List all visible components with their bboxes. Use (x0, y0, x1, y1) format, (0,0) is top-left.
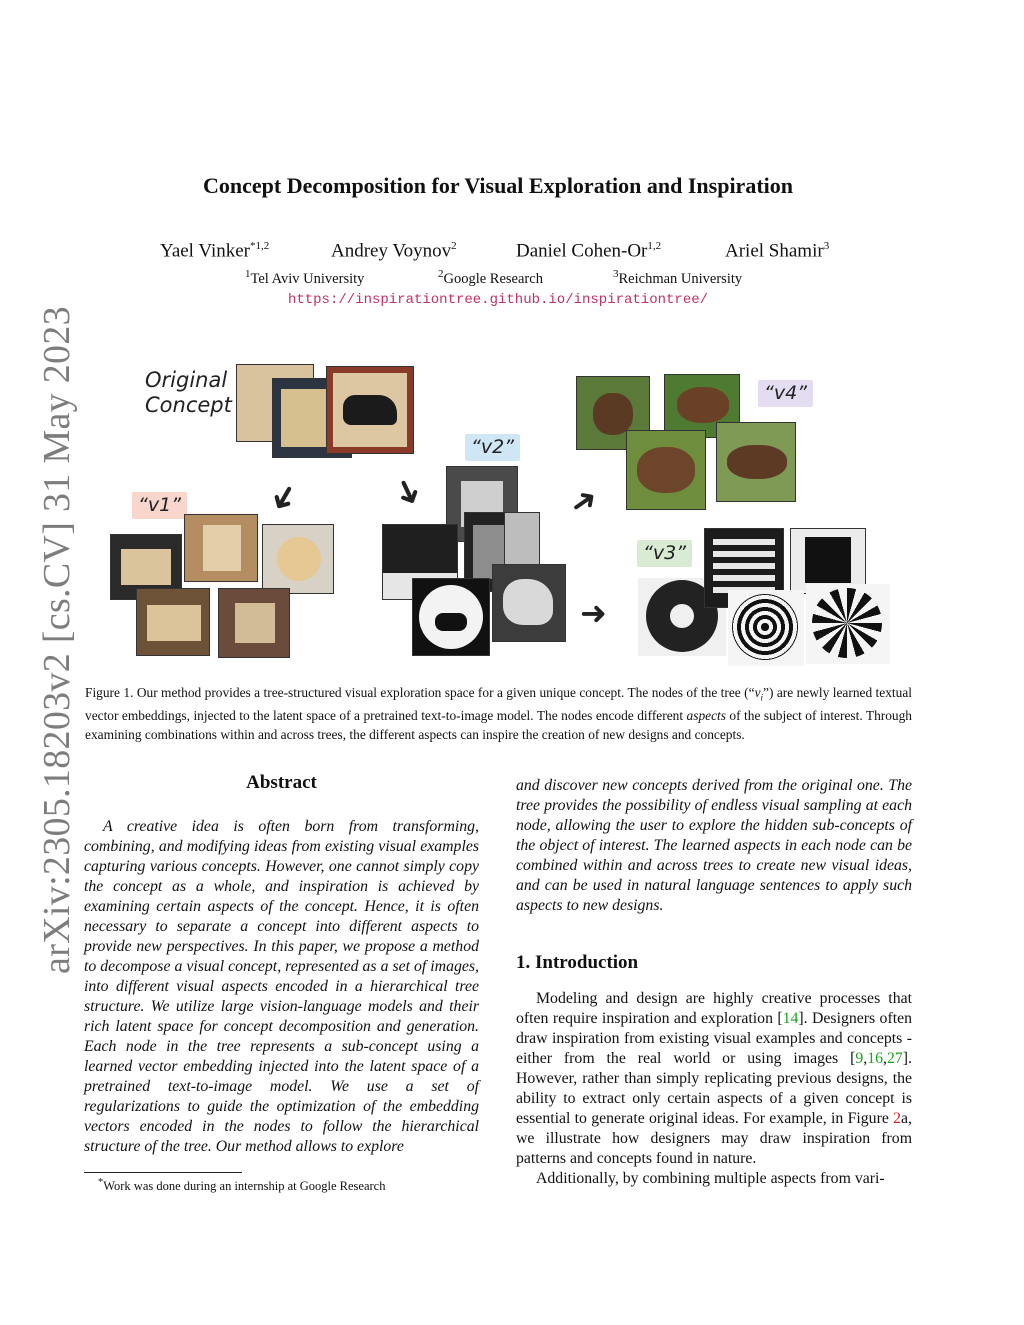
author-4: Ariel Shamir$^3$ (725, 240, 830, 262)
right-column (516, 776, 912, 1189)
introduction-heading: 1. Introduction (516, 952, 639, 973)
affiliation-2: $^2$Google Research (438, 268, 543, 287)
original-concept-label: Original Concept (145, 368, 232, 418)
author-2: Andrey Voynov$^2$ (331, 240, 457, 262)
citation-14-link[interactable]: 14 (782, 1010, 799, 1027)
figure-1 (100, 352, 920, 667)
v4-image-4 (716, 422, 796, 502)
arrow-to-v3-icon: ➜ (580, 595, 607, 631)
v3-image-4 (728, 590, 804, 666)
left-column (84, 773, 479, 1157)
v4-tag: “v4” (758, 380, 813, 407)
v3-tag: “v3” (637, 540, 692, 567)
v1-image-4 (136, 588, 210, 656)
v2-image-5 (412, 578, 490, 656)
citation-9-link[interactable]: 9 (855, 1050, 864, 1067)
v1-image-2 (184, 514, 258, 582)
arrow-to-v1-icon: ➜ (260, 476, 307, 520)
v1-image-3 (262, 524, 334, 594)
arxiv-side-label: arXiv:2305.18203v2 [cs.CV] 31 May 2023 (36, 306, 78, 974)
abstract-heading: Abstract (246, 772, 317, 793)
original-image-3 (326, 366, 414, 454)
abstract-continuation: and discover new concepts derived from the original one. The tree provides the possibility of endless visual sampling at each node, allowing the user to explore the hidden sub-concepts of the object of interest. The learned aspects in each node can be combined within and across trees to create new visual ideas, and can be used in natural language sentences to apply such aspects to new designs. (516, 777, 912, 914)
footnote-divider (84, 1172, 242, 1173)
citation-27-link[interactable]: 27 (886, 1050, 903, 1067)
figure-2-link[interactable]: 2 (893, 1110, 902, 1127)
author-1: Yael Vinker$^{*1,2}$ (160, 240, 270, 262)
arrow-to-v2-icon: ➜ (385, 471, 431, 513)
v1-tag: “v1” (132, 492, 187, 519)
project-url-link[interactable]: https://inspirationtree.github.io/inspirationtree/ (287, 292, 709, 308)
intro-paragraph-1: Modeling and design are highly creative processes that often require inspiration and exploration [14]. Designers often draw inspiration from existing visual examples and concepts - either from the real world or using images [9,16,27]. However, rather than simply replicating previous designs, the ability to extract only certain aspects of a given concept is essential to generate original ideas. For example, in Figure 2a, we illustrate how designers may draw inspiration from patterns and concepts found in nature. (516, 990, 912, 1167)
author-3: Daniel Cohen-Or$^{1,2}$ (516, 240, 662, 262)
intro-paragraph-2: Additionally, by combining multiple aspects from vari- (536, 1170, 885, 1187)
arrow-to-v4-icon: ➜ (562, 478, 605, 524)
v4-image-3 (626, 430, 706, 510)
citation-16-link[interactable]: 16 (867, 1050, 884, 1067)
author-list (160, 240, 860, 270)
abstract-text: A creative idea is often born from transforming, combining, and modifying ideas from existing visual examples capturing various concepts. However, one cannot simply copy the concept as a whole, and inspiration is achieved by examining certain aspects of the concept. Hence, it is often necessary to separate a concept into different aspects to provide new perspectives. In this paper, we propose a method to decompose a visual concept, represented as a set of images, into different visual aspects encoded in a hierarchical tree structure. We utilize large vision-language models and their rich latent space for concept decomposition and generation. Each node in the tree represents a sub-concept using a learned vector embedding injected into the latent space of a pretrained text-to-image model. We use a set of regularizations to guide the optimization of the embedding vectors encoded in the nodes to follow the hierarchical structure of the tree. Our method allows to explore (84, 818, 479, 1155)
figure-1-caption: Figure 1. Our method provides a tree-structured visual exploration space for a given unique concept. The nodes of the tree $(“v_i”)$ are newly learned textual vector embeddings, injected to the latent space of a pretrained text-to-image model. The nodes encode different aspects of the subject of interest. Through examining combinations within and across trees, the different aspects can inspire the creation of new designs and concepts. (85, 685, 913, 742)
v1-image-5 (218, 588, 290, 658)
footnote: *Work was done during an internship at Google Research (98, 1177, 386, 1194)
affiliation-1: $^1$Tel Aviv University (245, 268, 365, 287)
paper-title: Concept Decomposition for Visual Exploration and Inspiration (202, 173, 793, 198)
v2-tag: “v2” (465, 434, 520, 461)
affiliation-3: $^3$Reichman University (613, 268, 743, 287)
v2-image-6 (492, 564, 566, 642)
v3-image-5 (806, 584, 890, 664)
